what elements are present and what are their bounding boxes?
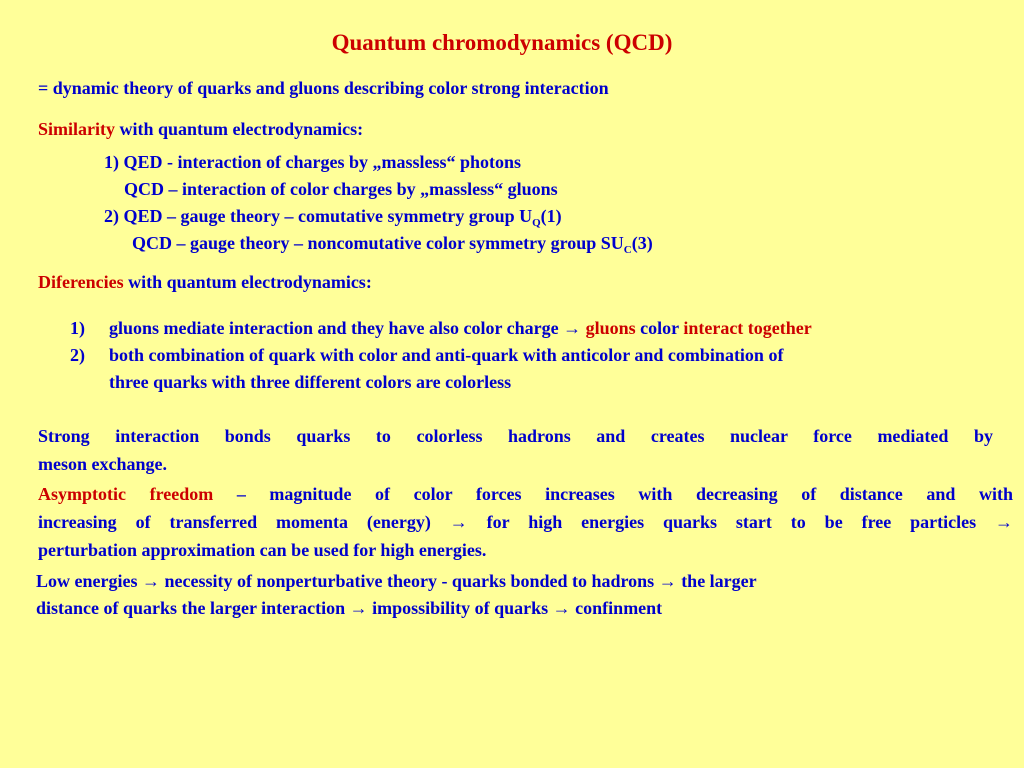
asymptotic-freedom-keyword: Asymptotic freedom [38,484,214,504]
gluons-highlight: gluons [585,318,636,338]
differences-heading [38,272,372,293]
strong-interaction-paragraph [38,422,993,478]
strong-line-2: meson exchange. [38,454,167,474]
asymptotic-freedom-paragraph [38,480,1013,564]
asymptotic-line-2: increasing of transferred momenta (energy) → for high energies quarks start to be free particles → [38,512,1013,532]
similarity-heading-rest: with quantum electrodynamics: [115,119,364,139]
differences-keyword: Diferencies [38,272,124,292]
difference-item-2-number: 2) [70,345,85,365]
similarity-line-4-subscript: C [623,244,632,256]
similarity-line-2: QCD – interaction of color charges by „massless“ gluons [124,179,558,199]
interact-together-highlight: interact together [683,318,812,338]
similarity-line-3-text: 2) QED – gauge theory – comutative symmetry group U [104,206,533,226]
differences-heading-rest: with quantum electrodynamics: [123,272,372,292]
difference-item-2-line-1: both combination of quark with color and anti-quark with anticolor and combination of [109,345,784,365]
difference-item-2-line-2: three quarks with three different colors are colorless [109,372,512,392]
difference-item-1-number: 1) [70,318,85,338]
similarity-line-4-suffix: (3) [631,233,653,253]
similarity-line-3-subscript: Q [532,217,541,229]
low-energies-line-1: Low energies → necessity of nonperturbative theory - quarks bonded to hadrons → the larger [36,571,757,591]
asymptotic-line-1 [38,480,1013,508]
asymptotic-line-3: perturbation approximation can be used for high energies. [38,540,487,560]
strong-line-1: Strong interaction bonds quarks to colorless hadrons and creates nuclear force mediated by [38,426,993,446]
difference-item-1 [109,318,812,339]
similarity-keyword: Similarity [38,119,115,139]
similarity-line-4 [132,233,653,256]
low-energies-line-2: distance of quarks the larger interaction → impossibility of quarks → confinment [36,598,663,618]
definition-text: = dynamic theory of quarks and gluons describing color strong interaction [38,78,609,98]
similarity-line-1: 1) QED - interaction of charges by „massless“ photons [104,152,521,172]
similarity-heading [38,119,363,140]
similarity-line-3-suffix: (1) [540,206,562,226]
difference-item-1-text: gluons mediate interaction and they have also color charge → [109,318,586,338]
asymptotic-line-1-rest: – magnitude of color forces increases with decreasing of distance and with [213,484,1013,504]
difference-item-1-mid: color [635,318,684,338]
similarity-line-4-text: QCD – gauge theory – noncomutative color symmetry group SU [132,233,624,253]
page-title: Quantum chromodynamics (QCD) [331,30,673,55]
similarity-line-3 [104,206,562,229]
